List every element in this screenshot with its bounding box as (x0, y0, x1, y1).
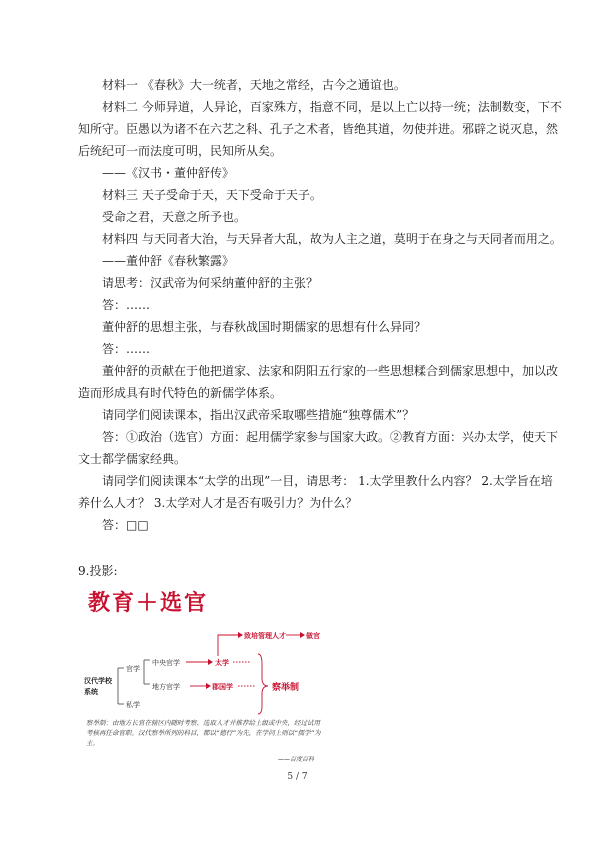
figure-source: ——百度百科 (278, 756, 315, 763)
arrowhead-officials (300, 632, 305, 638)
node-taixue: 太学 (215, 659, 229, 667)
paragraph-line: 材料四 与天同者大治，与天异者大乱，故为人主之道，莫明于在身之与天同者而用之。 (102, 232, 562, 246)
node-exam: 察举制 (272, 683, 300, 693)
node-train: 致培管理人才 (244, 632, 286, 640)
page-number: 5 / 7 (287, 772, 308, 782)
figure-note: 察举制：由地方长官在辖区内随时考察、选取人才并推荐给上级或中央，经过试用考核再任命官职。汉代察举所列的科目，都以“德行”为先，在学问上则以“儒学”为主。 (86, 719, 321, 747)
paragraph-line: 材料一 《春秋》大一统者，天地之常经，古今之通谊也。 (102, 78, 406, 92)
question-line: 请思考：汉武帝为何采纳董仲舒的主张？ (102, 276, 319, 290)
node-junguo: 郡国学 (212, 683, 233, 691)
question-line: 养什么人才？ 3.太学对人才是否有吸引力？为什么？ (78, 496, 358, 510)
answer-line: 答：…… (102, 342, 151, 356)
projection-figure (78, 580, 329, 766)
node-official-school: 官学 (126, 665, 140, 673)
question-line: 董仲舒的思想主张，与春秋战国时期儒家的思想有什么异同？ (102, 320, 427, 334)
exam-brace (258, 654, 268, 714)
answer-line: 答：…… (102, 298, 151, 312)
paragraph-line: 材料二 今师异道，人异论，百家殊方，指意不同，是以上亡以持一统；法制数变，下不 (102, 100, 562, 114)
answer-line: 答：□□ (102, 518, 149, 532)
figure-title: 教育＋选官 (88, 591, 209, 616)
paragraph-line: 造而形成具有时代特色的新儒学体系。 (78, 386, 283, 400)
paragraph-line: 受命之君，天意之所予也。 (102, 210, 247, 224)
citation-line: ——《汉书・董仲舒传》 (102, 166, 235, 180)
question-line: 请同学们阅读课本“太学的出现”一目，请思考： 1.太学里教什么内容？ 2.太学旨在培 (102, 474, 553, 488)
node-private: 私学 (126, 701, 140, 709)
text-block (78, 74, 562, 536)
arrowhead-train (238, 632, 243, 638)
paragraph-line: 董仲舒的贡献在于他把道家、法家和阴阳五行家的一些思想糅合到儒家思想中，加以改 (102, 364, 559, 378)
node-local: 地方官学 (152, 683, 180, 691)
question-line: 请同学们阅读课本，指出汉武帝采取哪些措施“独尊儒术”？ (102, 408, 415, 422)
projection-label: 9.投影: (78, 564, 118, 578)
node-central: 中央官学 (152, 659, 180, 667)
arrowhead-taixue (208, 659, 213, 665)
paragraph-line: 知所守。臣愚以为诸不在六艺之科、孔子之术者，皆绝其道，勿使并进。邪辟之说灭息，然 (78, 122, 559, 136)
paragraph-line: 材料三 天子受命于天，天下受命于天子。 (102, 188, 322, 202)
citation-line: ——董仲舒《春秋繁露》 (102, 254, 235, 268)
answer-line: 答：①政治（选官）方面：起用儒学家参与国家大政。②教育方面：兴办太学，使天下 (102, 430, 559, 444)
answer-line: 文士都学儒家经典。 (78, 452, 187, 466)
paragraph-line: 后统纪可一而法度可明，民知所从矣。 (78, 144, 283, 158)
node-han-system: 汉代学校系统 (84, 677, 112, 696)
node-officials: 做官 (306, 632, 320, 640)
arrow-taixue-train (218, 635, 238, 656)
arrowhead-junguo (206, 683, 211, 689)
